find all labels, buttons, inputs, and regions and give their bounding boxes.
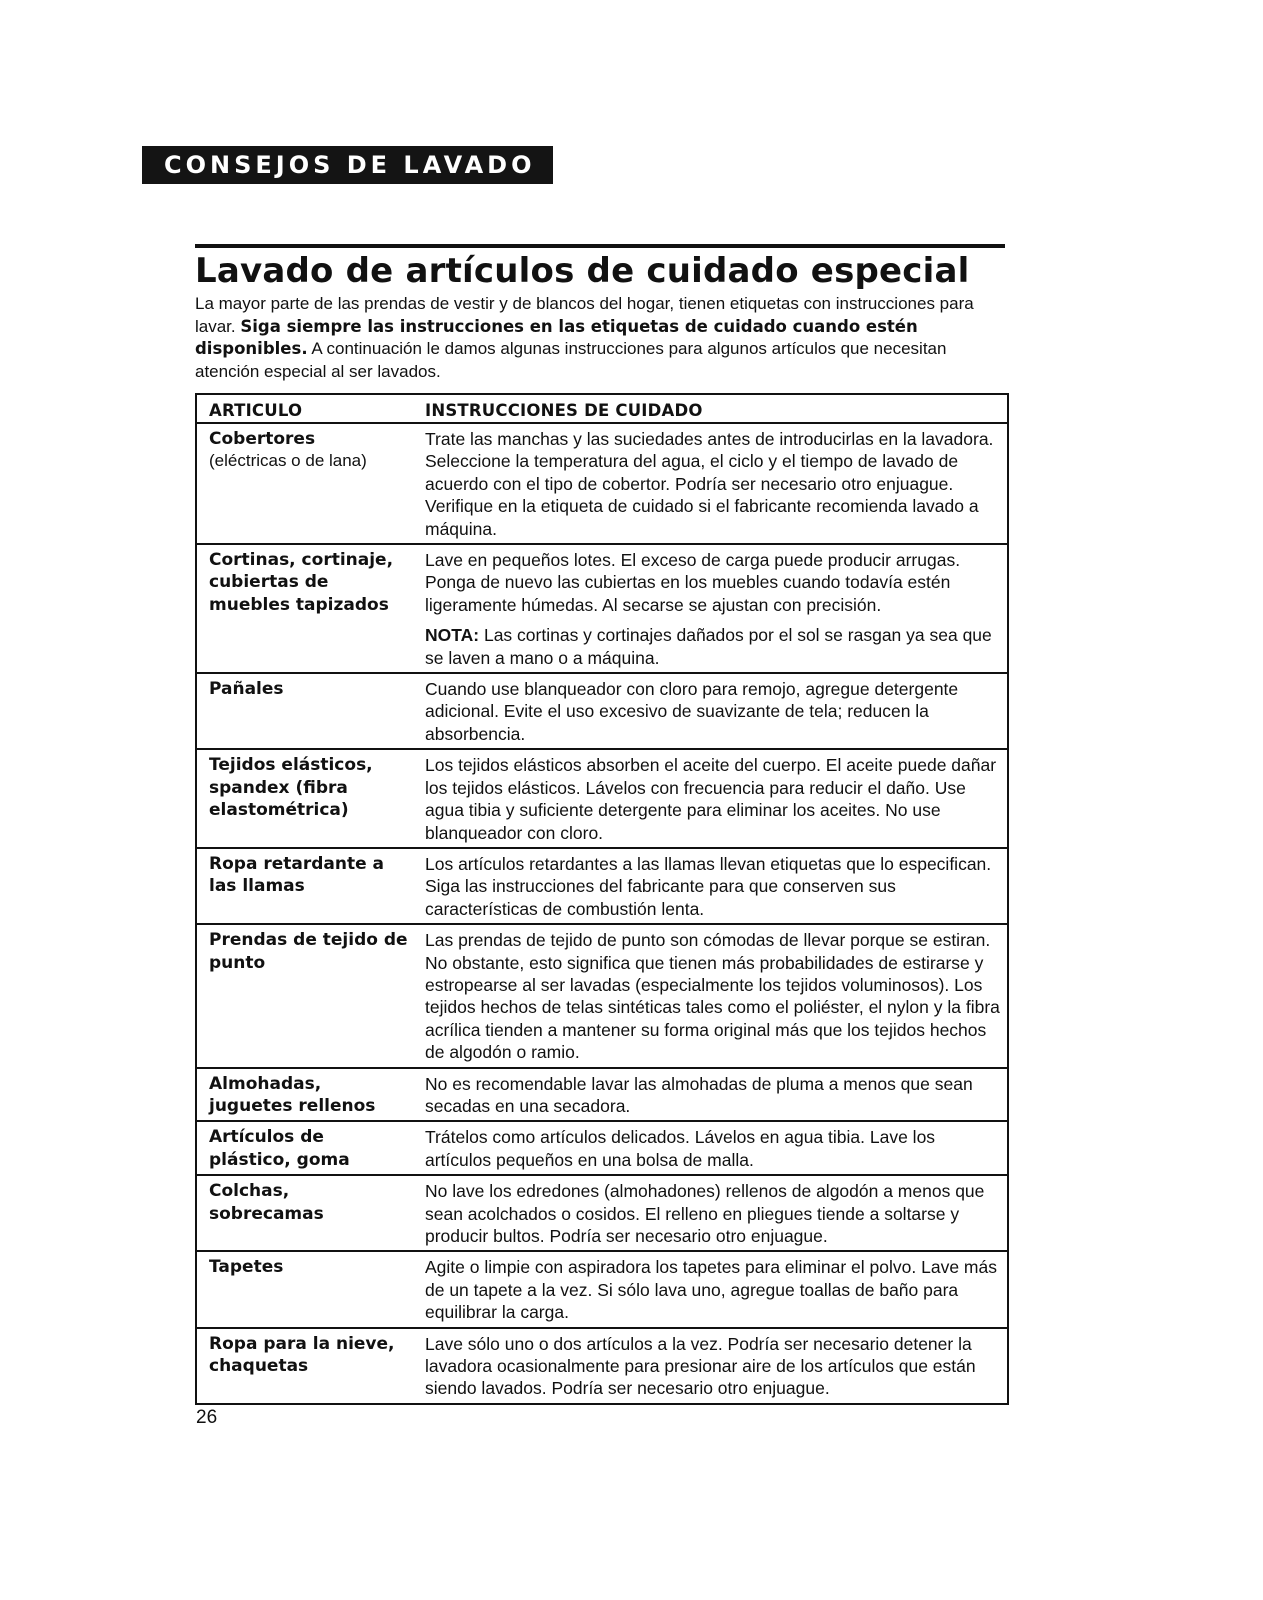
item-cell	[196, 1251, 415, 1327]
item-name: Tapetes	[209, 1257, 284, 1278]
header-article: ARTICULO	[209, 401, 303, 420]
instructions-cell	[415, 544, 1008, 673]
instructions-cell: Lave sólo uno o dos artículos a la vez. Podría ser necesario detener la lavadora ocasionalmente para presionar aire de los artículos que están siendo lavados. Podría ser necesario otro enjuague.	[415, 1328, 1008, 1404]
item-cell	[196, 749, 415, 848]
title-rule	[195, 244, 1005, 248]
intro-text-1: La mayor parte de las prendas de vestir y de blancos del hogar, tienen etiquetas con instrucciones para lavar.	[195, 294, 974, 336]
item-cell	[196, 423, 415, 544]
item-cell	[196, 848, 415, 924]
item-cell	[196, 1175, 415, 1251]
table-row	[196, 749, 1008, 848]
item-name: Prendas de tejido de punto	[209, 930, 408, 973]
note-paragraph	[425, 624, 1001, 669]
intro-text-2: A continuación le damos algunas instrucciones para algunos artículos que necesitan atención especial al ser lavados.	[195, 339, 947, 381]
intro-bold-text: Siga siempre las instrucciones en las etiquetas de cuidado cuando estén disponibles.	[195, 316, 918, 358]
item-cell	[196, 1121, 415, 1175]
instructions-cell: Las prendas de tejido de punto son cómodas de llevar porque se estiran. No obstante, esto significa que tienen más probabilidades de estirarse y estropearse al ser lavadas (especialmente los tejidos voluminosos). Los tejidos hechos de telas sintéticas tales como el poliéster, el nylon y la fibra acrílica tienden a mantener su forma original más que los tejidos hechos de algodón o ramio.	[415, 924, 1008, 1067]
item-note: (eléctricas o de lana)	[209, 451, 367, 471]
item-name: Ropa retardante a las llamas	[209, 853, 385, 897]
section-header-label: CONSEJOS DE LAVADO	[164, 151, 536, 179]
item-cell	[196, 924, 415, 1067]
instructions-cell: Trate las manchas y las suciedades antes de introducirlas en la lavadora. Seleccione la temperatura del agua, el ciclo y el tiempo de lavado de acuerdo con el tipo de cobertor. Podría ser necesario otro enjuague. Verifique en la etiqueta de cuidado si el fabricante recomienda lavado a máquina.	[415, 423, 1008, 544]
item-name: Cortinas, cortinaje, cubiertas de muebles tapizados	[209, 550, 394, 615]
item-cell	[196, 673, 415, 749]
instructions-cell: Los tejidos elásticos absorben el aceite del cuerpo. El aceite puede dañar los tejidos elásticos. Lávelos con frecuencia para reducir el daño. Use agua tibia y suficiente detergente para eliminar los aceites. No use blanqueador con cloro.	[415, 749, 1008, 848]
table-row	[196, 924, 1008, 1067]
instructions-cell: No es recomendable lavar las almohadas de pluma a menos que sean secadas en una secadora.	[415, 1068, 1008, 1122]
table-row	[196, 673, 1008, 749]
instructions-cell: Trátelos como artículos delicados. Lávelos en agua tibia. Lave los artículos pequeños en una bolsa de malla.	[415, 1121, 1008, 1175]
instructions-cell: Agite o limpie con aspiradora los tapetes para eliminar el polvo. Lave más de un tapete a la vez. Si sólo lava uno, agregue toallas de baño para equilibrar la carga.	[415, 1251, 1008, 1327]
table-row	[196, 1328, 1008, 1404]
item-name: Tejidos elásticos, spandex (fibra elastométrica)	[209, 755, 373, 821]
table-row	[196, 544, 1008, 673]
table-row	[196, 1121, 1008, 1175]
table-header-row	[196, 394, 1008, 423]
table-row	[196, 1068, 1008, 1122]
table-row	[196, 423, 1008, 544]
item-name: Ropa para la nieve, chaquetas	[209, 1333, 395, 1377]
page-title: Lavado de artículos de cuidado especial	[195, 251, 970, 291]
instructions-cell: No lave los edredones (almohadones) rellenos de algodón a menos que sean acolchados o cosidos. El relleno en pliegues tiende a soltarse y producir bultos. Podría ser necesario otro enjuague.	[415, 1175, 1008, 1251]
table-row	[196, 1251, 1008, 1327]
note-text: Las cortinas y cortinajes dañados por el sol se rasgan ya sea que se laven a mano o a máquina.	[425, 625, 992, 668]
header-instructions: INSTRUCCIONES DE CUIDADO	[425, 401, 703, 420]
item-cell	[196, 544, 415, 673]
table-row	[196, 848, 1008, 924]
page-number: 26	[196, 1407, 218, 1428]
care-instructions-table	[195, 393, 1009, 1405]
item-name: Almohadas, juguetes rellenos	[209, 1073, 376, 1116]
intro-paragraph	[195, 293, 995, 383]
item-name: Pañales	[209, 679, 284, 700]
instructions-cell: Cuando use blanqueador con cloro para remojo, agregue detergente adicional. Evite el uso excesivo de suavizante de tela; reducen la absorbencia.	[415, 673, 1008, 749]
instructions-cell: Los artículos retardantes a las llamas llevan etiquetas que lo especifican. Siga las instrucciones del fabricante para que conserven sus características de combustión lenta.	[415, 848, 1008, 924]
item-cell	[196, 1068, 415, 1122]
note-label: NOTA:	[425, 625, 480, 646]
item-name: Colchas, sobrecamas	[209, 1181, 324, 1224]
section-header-bar	[142, 146, 553, 184]
instructions-text: Lave en pequeños lotes. El exceso de carga puede producir arrugas. Ponga de nuevo las cubiertas en los muebles cuando todavía estén ligeramente húmedas. Al secarse se ajustan con precisión.	[425, 550, 961, 615]
item-name: Cobertores	[209, 429, 316, 449]
table-row	[196, 1175, 1008, 1251]
item-name: Artículos de plástico, goma	[209, 1127, 350, 1170]
item-cell	[196, 1328, 415, 1404]
